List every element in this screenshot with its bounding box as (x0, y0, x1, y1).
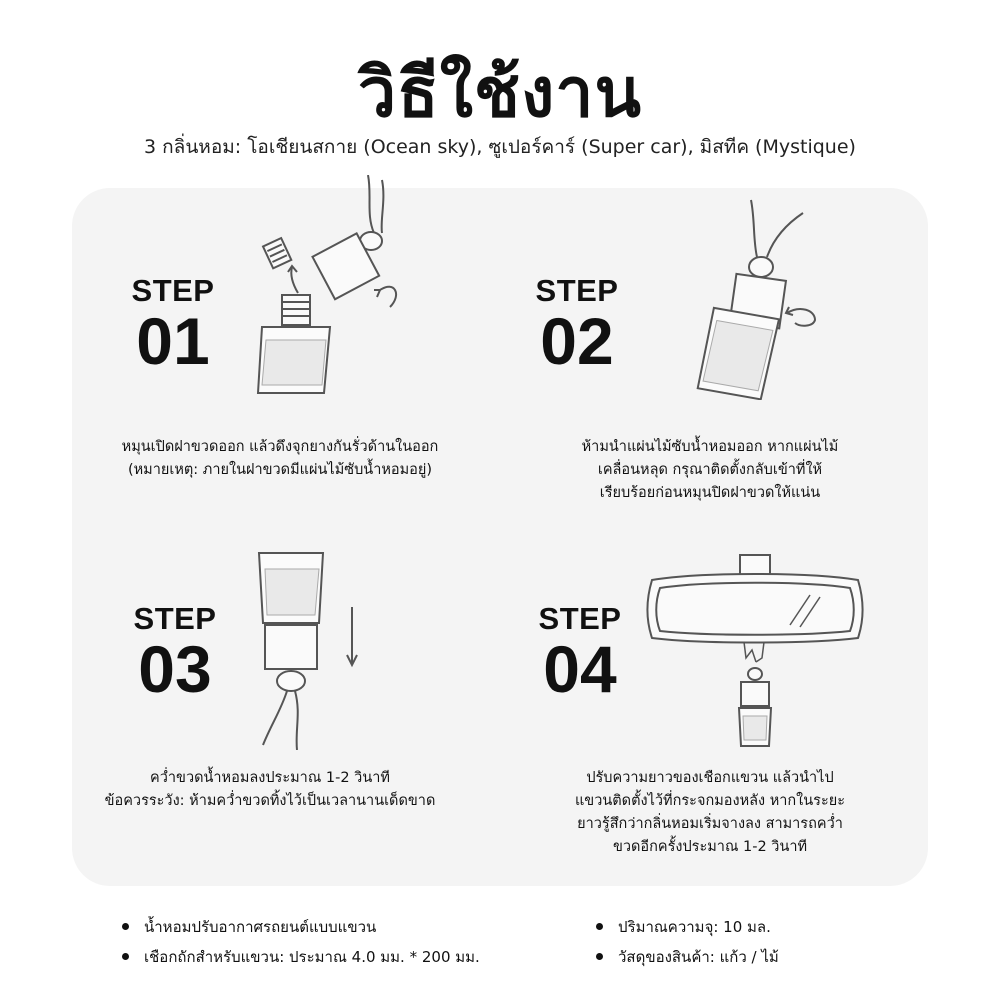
caption-line: ห้ามนำแผ่นไม้ซับน้ำหอมออก หากแผ่นไม้ (581, 439, 839, 455)
caption-line: ขวดอีกครั้งประมาณ 1-2 วินาที (612, 839, 808, 855)
step-01-illustration (240, 175, 420, 400)
spec-item: วัสดุของสินค้า: แก้ว / ไม้ (592, 942, 779, 972)
caption-line: ปรับความยาวของเชือกแขวน แล้วนำไป (586, 770, 834, 786)
step-04-illustration (640, 550, 870, 750)
step-03-illustration (245, 545, 370, 750)
caption-line: (หมายเหตุ: ภายในฝาขวดมีแผ่นไม้ซับน้ำหอมอยู่) (127, 462, 433, 478)
caption-line: แขวนติดตั้งไว้ที่กระจกมองหลัง หากในระยะ (574, 793, 846, 809)
step-04-label (525, 601, 635, 706)
step-01-caption (90, 436, 470, 482)
step-number: 04 (543, 632, 617, 706)
spec-item: เชือกถักสำหรับแขวน: ประมาณ 4.0 มม. * 200 มม. (118, 942, 480, 972)
caption-line: เคลื่อนหลุด กรุณาติดตั้งกลับเข้าที่ให้ (597, 462, 823, 478)
spec-item: ปริมาณความจุ: 10 มล. (592, 912, 779, 942)
caption-line: หมุนเปิดฝาขวดออก แล้วดึงจุกยางกันรั่วด้านในออก (121, 439, 439, 455)
step-02-caption (560, 436, 860, 505)
caption-line: เรียบร้อยก่อนหมุนปิดฝาขวดให้แน่น (599, 485, 821, 501)
step-03-label (120, 601, 230, 706)
step-03-caption (80, 767, 460, 813)
step-number: 03 (138, 632, 212, 706)
step-01-label (118, 273, 228, 378)
step-02-label (522, 273, 632, 378)
caption-line: คว่ำขวดน้ำหอมลงประมาณ 1-2 วินาที (150, 770, 390, 786)
step-word: STEP (131, 273, 215, 308)
step-word: STEP (535, 273, 619, 308)
step-02-illustration (685, 195, 835, 400)
step-number: 01 (136, 304, 210, 378)
step-word: STEP (133, 601, 217, 636)
specs-left-list (118, 912, 480, 972)
caption-line: ข้อควรระวัง: ห้ามคว่ำขวดทิ้งไว้เป็นเวลานานเด็ดขาด (104, 793, 436, 809)
page-title: วิธีใช้งาน (358, 54, 642, 133)
step-04-caption (545, 767, 875, 859)
page-subtitle: 3 กลิ่นหอม: โอเชียนสกาย (Ocean sky), ซูเปอร์คาร์ (Super car), มิสทีค (Mystique) (144, 136, 856, 158)
spec-item: น้ำหอมปรับอากาศรถยนต์แบบแขวน (118, 912, 480, 942)
step-word: STEP (538, 601, 622, 636)
specs-right-list (592, 912, 779, 972)
caption-line: ยาวรู้สึกว่ากลิ่นหอมเริ่มจางลง สามารถคว่ำ (577, 816, 843, 832)
step-number: 02 (540, 304, 614, 378)
